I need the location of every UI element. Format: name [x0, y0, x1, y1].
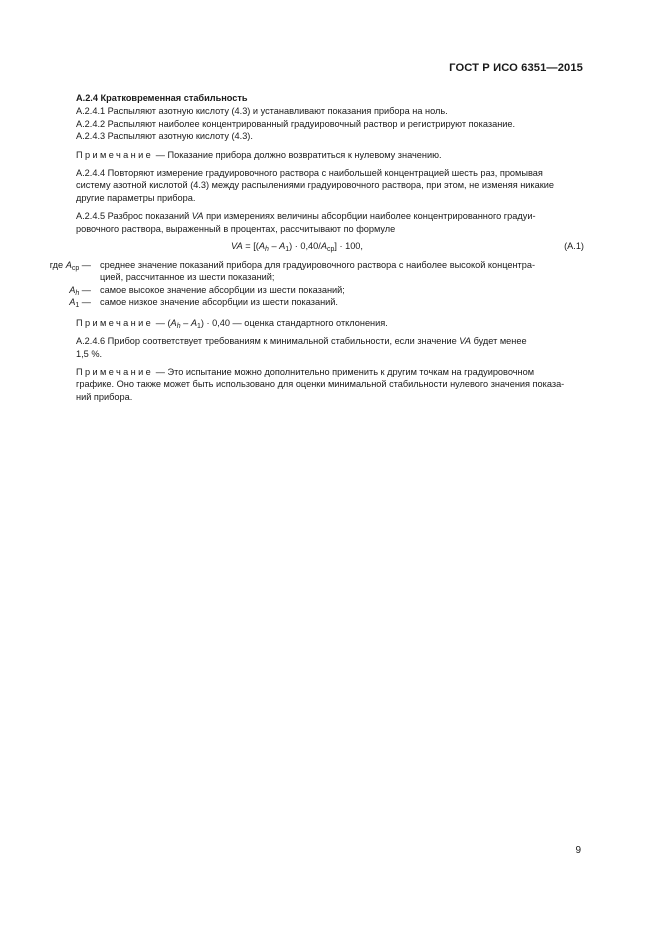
paragraph-a244-line: другие параметры прибора. — [76, 192, 196, 203]
note-label: Примечание — [76, 149, 154, 160]
document-standard-header: ГОСТ Р ИСО 6351—2015 — [449, 62, 583, 74]
note-label: Примечание — [76, 366, 154, 377]
page-number: 9 — [575, 845, 581, 856]
definition-row — [69, 284, 584, 297]
definition-row — [49, 259, 584, 284]
note-line: ний прибора. — [76, 391, 133, 402]
definition-row — [69, 296, 584, 310]
document-body — [49, 92, 584, 403]
formula-number: (А.1) — [564, 241, 584, 252]
note-3 — [76, 366, 584, 403]
note-label: Примечание — [76, 317, 154, 328]
paragraph-a243: А.2.4.3 Распыляют азотную кислоту (4.3). — [76, 131, 253, 142]
paragraph-a246-line — [76, 335, 584, 347]
definition-text — [100, 259, 584, 284]
section-heading: А.2.4 Кратковременная стабильность — [76, 93, 248, 103]
paragraph-a244-line: А.2.4.4 Повторяют измерение градуировочного раствора с наибольшей концентрацией шесть раз, промывая — [76, 168, 543, 179]
va-symbol: VA — [459, 336, 472, 347]
text-run: А.2.4.6 Прибор соответствует требованиям к минимальной стабильности, если значение — [76, 336, 460, 347]
formula-a1: VA = $[(A_h - A_1) \cdot 0,40/A_{ср}] \cdot 100$, — [231, 241, 363, 254]
definition-symbol: $A_h$ — — [69, 284, 91, 297]
paragraph-a246-line: 1,5 %. — [76, 348, 103, 359]
text-run: А.2.4.5 Разброс показаний — [76, 211, 192, 222]
paragraph-a245-line — [76, 210, 584, 222]
paragraph-a245 — [76, 210, 584, 235]
paragraph-a244-line: систему азотной кислотой (4.3) между распылениями градуировочного раствора, при этом, не изменяя никакие — [76, 180, 555, 191]
va-symbol: VA — [191, 211, 204, 222]
paragraph-a245-line: ровочного раствора, выраженный в процентах, рассчитывают по формуле — [76, 223, 396, 234]
formula-row — [76, 238, 584, 254]
note-text: — Это испытание можно дополнительно применить к другим точкам на градуировочном — [153, 366, 535, 377]
definition-text: самое высокое значение абсорбции из шести показаний; — [100, 284, 345, 295]
note-line: графике. Оно также может быть использовано для оценки минимальной стабильности нулевого значения показа- — [76, 379, 565, 390]
paragraph-a241: А.2.4.1 Распыляют азотную кислоту (4.3) и устанавливают показания прибора на ноль. — [76, 106, 448, 117]
text-run: будет менее — [471, 336, 527, 347]
definition-line: цией, рассчитанное из шести показаний; — [100, 272, 275, 283]
paragraph-a242: А.2.4.2 Распыляют наиболее концентрированный градуировочный раствор и регистрируют показание. — [76, 118, 516, 129]
note-1 — [76, 149, 584, 161]
definition-symbol: $A_1$ — — [69, 297, 91, 310]
note-2: Примечание — $(A_h - A_1) \cdot 0,40$ — оценка стандартного отклонения. — [76, 317, 388, 330]
definition-text: самое низкое значение абсорбции из шести показаний. — [100, 297, 338, 308]
definition-line: среднее значение показаний прибора для градуировочного раствора с наиболее высокой концентра- — [100, 260, 536, 271]
note-text: — Показание прибора должно возвратиться к нулевому значению. — [153, 149, 442, 160]
where-label: где — [49, 260, 66, 271]
note-line — [76, 366, 584, 378]
text-run: при измерениях величины абсорбции наиболее концентрированного градуи- — [203, 211, 536, 222]
paragraph-a244 — [76, 167, 584, 204]
definition-symbol: где $A_{ср}$ — — [49, 260, 91, 273]
paragraph-a246 — [76, 335, 584, 360]
